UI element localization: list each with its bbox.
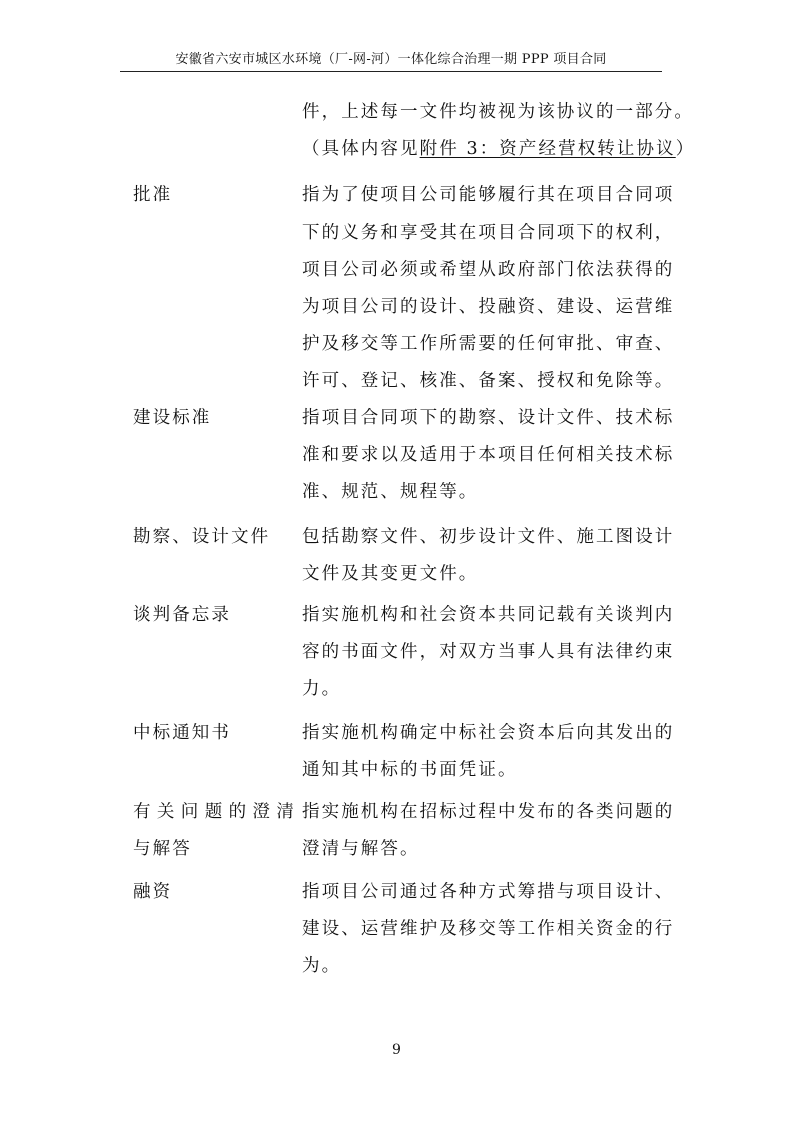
term-label: 批准: [133, 185, 173, 205]
definition-line: 下的义务和享受其在项目合同项下的权利，: [302, 223, 675, 243]
definition-line: 指为了使项目公司能够履行其在项目合同项: [302, 185, 675, 205]
term-label: 建设标准: [133, 408, 212, 428]
page-header: 安徽省六安市城区水环境（厂-网-河）一体化综合治理一期 PPP 项目合同: [175, 52, 607, 67]
continuation-reference: [302, 138, 695, 160]
header-rule: [120, 71, 662, 72]
term-label: 勘察、设计文件: [133, 527, 271, 547]
definition-line: 项目公司必须或希望从政府部门依法获得的: [302, 260, 675, 280]
reference-suffix: ）: [675, 139, 696, 159]
definition-line: 许可、登记、核准、备案、授权和免除等。: [302, 371, 675, 391]
definition-line: 护及移交等工作所需要的任何审批、审查、: [302, 334, 675, 354]
definition-line: 指项目合同项下的勘察、设计文件、技术标: [302, 408, 675, 428]
definition-line: 为。: [302, 956, 342, 976]
definition-line: 通知其中标的书面凭证。: [302, 760, 518, 780]
definition-line: 澄清与解答。: [302, 839, 420, 859]
term-label: 有关问题的澄清: [133, 802, 301, 822]
definition-line: 指实施机构确定中标社会资本后向其发出的: [302, 723, 675, 743]
definition-line: 为项目公司的设计、投融资、建设、运营维: [302, 297, 675, 317]
continuation-line: 件，上述每一文件均被视为该协议的一部分。: [302, 102, 694, 122]
attachment-reference-link[interactable]: 附件 3：资产经营权转让协议: [419, 139, 676, 159]
definition-line: 指项目公司通过各种方式筹措与项目设计、: [302, 882, 675, 902]
definition-line: 文件及其变更文件。: [302, 564, 479, 584]
definition-line: 包括勘察文件、初步设计文件、施工图设计: [302, 527, 675, 547]
definition-line: 容的书面文件，对双方当事人具有法律约束: [302, 642, 675, 662]
definition-line: 准和要求以及适用于本项目任何相关技术标: [302, 445, 675, 465]
definition-line: 指实施机构和社会资本共同记载有关谈判内: [302, 605, 675, 625]
term-label: 中标通知书: [133, 723, 231, 743]
term-label: 与解答: [133, 839, 192, 859]
reference-prefix: （具体内容见: [302, 139, 420, 159]
definition-line: 指实施机构在招标过程中发布的各类问题的: [302, 802, 675, 822]
definition-line: 力。: [302, 679, 342, 699]
term-label: 谈判备忘录: [133, 605, 231, 625]
definition-line: 准、规范、规程等。: [302, 482, 479, 502]
term-label: 融资: [133, 882, 173, 902]
definition-line: 建设、运营维护及移交等工作相关资金的行: [302, 919, 675, 939]
page-number: 9: [392, 1042, 401, 1058]
